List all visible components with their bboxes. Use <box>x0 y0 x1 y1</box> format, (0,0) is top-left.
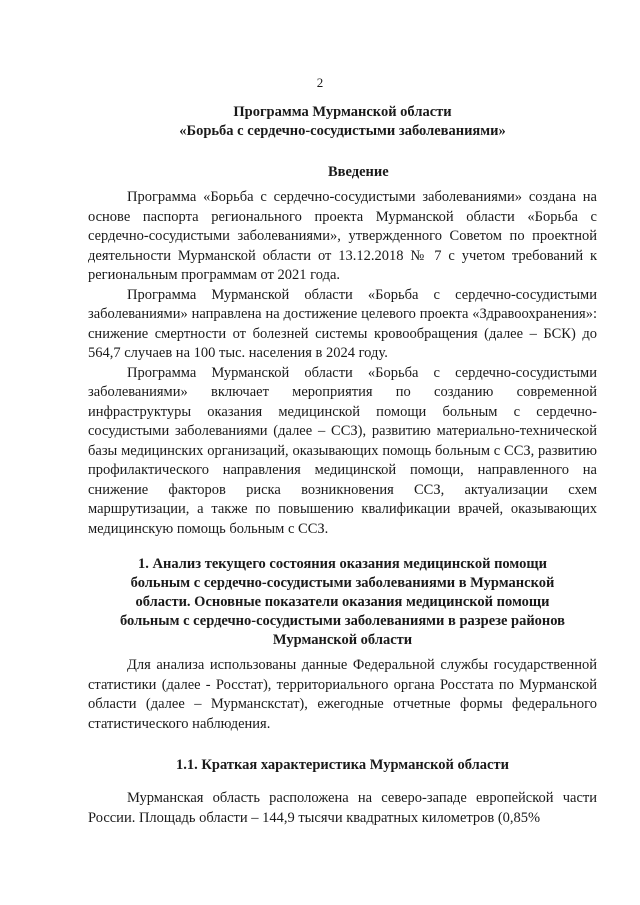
page-number: 2 <box>316 75 324 90</box>
introduction-paragraph-1: Программа «Борьба с сердечно-сосудистыми заболеваниями» создана на основе паспорта регионального проекта Мурманской области «Борьба с сердечно-сосудистыми заболеваниями», утвержденного Советом по проектной деятельности Мурманской области от 13.12.2018 № 7 с учетом требований к региональным программам от 2021 года. <box>88 189 597 283</box>
title-line-1: Программа Мурманской области <box>233 104 452 120</box>
section-1-1-heading: 1.1. Краткая характеристика Мурманской области <box>176 757 509 773</box>
section-1-heading: 1. Анализ текущего состояния оказания медицинской помощи больным с сердечно-сосудистыми заболеваниями в Мурманской области. Основные показатели оказания медицинской помощи больным с сердечно-сосудистыми заболеваниями в разрезе районов Мурманской области <box>119 556 566 648</box>
introduction-heading: Введение <box>328 164 389 180</box>
introduction-paragraph-3: Программа Мурманской области «Борьба с сердечно-сосудистыми заболеваниями» включает мероприятия по созданию современной инфраструктуры оказания медицинской помощи больным с сердечно-сосудистыми заболеваниями (далее – ССЗ), развитию материально-технической базы медицинских организаций, оказывающих помощь больным с ССЗ, развитию профилактического направления медицинской помощи, направленного на снижение факторов риска возникновения ССЗ, актуализации схем маршрутизации, а также по повышению квалификации врачей, оказывающих медицинскую помощь больным с ССЗ. <box>88 364 597 537</box>
document-title <box>88 103 597 141</box>
document-content <box>88 103 597 828</box>
section-1-1-paragraph: Мурманская область расположена на северо-западе европейской части России. Площадь области – 144,9 тысячи квадратных километров (0,85% <box>88 790 597 826</box>
title-line-2: «Борьба с сердечно-сосудистыми заболеваниями» <box>179 123 506 139</box>
section-1-paragraph: Для анализа использованы данные Федеральной службы государственной статистики (далее - Росстат), территориального органа Росстата по Мурманской области (далее – Мурманскстат), ежегодные отчетные формы федерального статистического наблюдения. <box>88 657 597 732</box>
introduction-paragraph-2: Программа Мурманской области «Борьба с сердечно-сосудистыми заболеваниями» направлена на достижение целевого проекта «Здравоохранения»: снижение смертности от болезней системы кровообращения (далее – БСК) до 564,7 случаев на 100 тыс. населения в 2024 году. <box>88 286 597 361</box>
